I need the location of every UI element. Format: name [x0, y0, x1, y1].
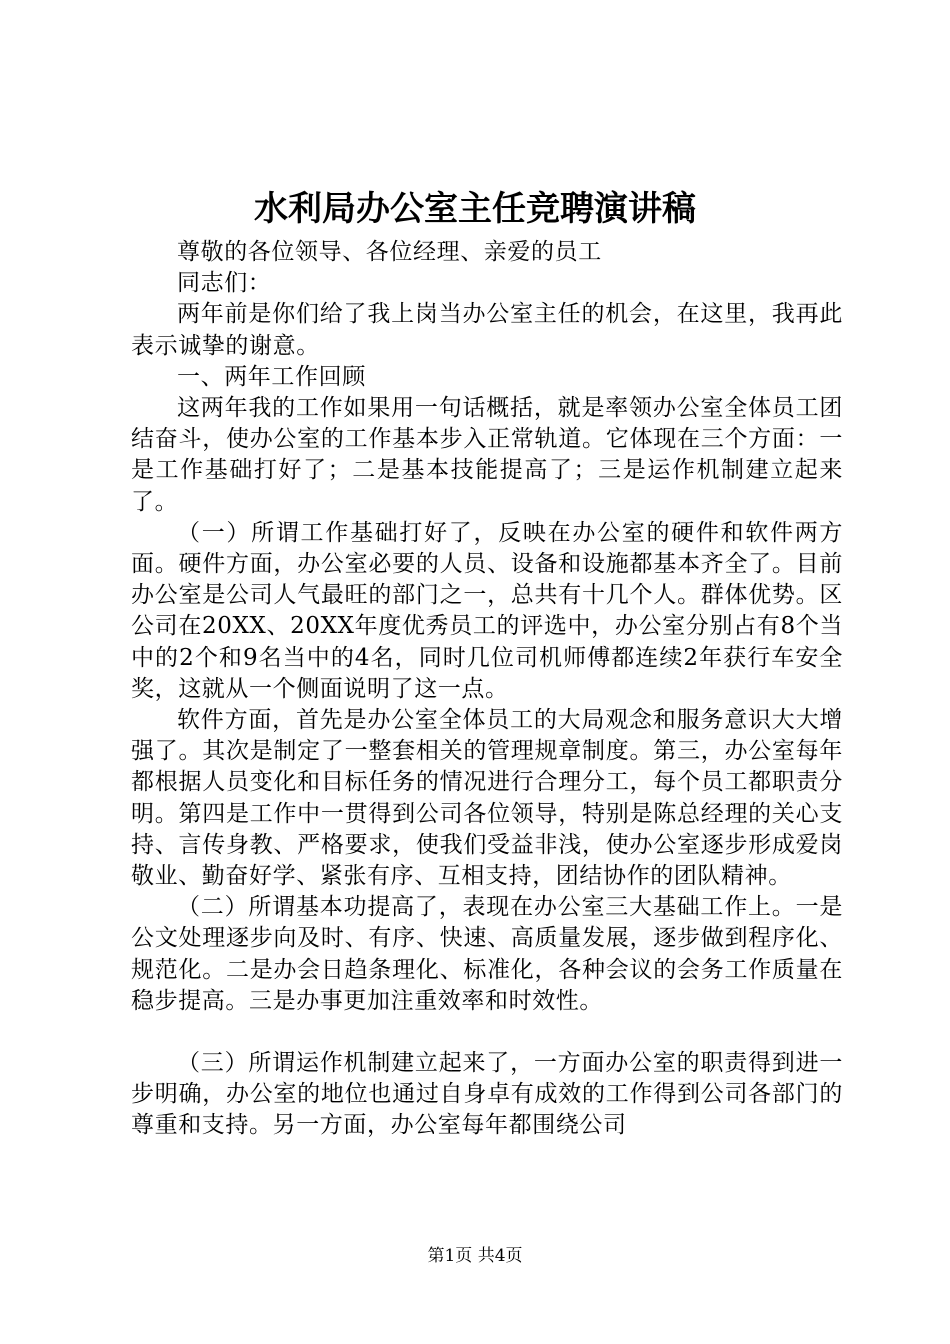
salutation-line-1: 尊敬的各位领导、各位经理、亲爱的员工	[177, 239, 602, 265]
document-body	[131, 237, 843, 1142]
paragraph-software: 软件方面，首先是办公室全体员工的大局观念和服务意识大大增强了。其次是制定了一整套相关的管理规章制度。第三，办公室每年都根据人员变化和目标任务的情况进行合理分工，每个员工都职责分明。第四是工作中一贯得到公司各位领导，特别是陈总经理的关心支持、言传身教、严格要求，使我们受益非浅，使办公室逐步形成爱岗敬业、勤奋好学、紧张有序、互相支持，团结协作的团队精神。	[131, 707, 843, 890]
section-heading-review: 一、两年工作回顾	[177, 363, 366, 390]
paragraph-thanks: 两年前是你们给了我上岗当办公室主任的机会，在这里，我再此表示诚挚的谢意。	[131, 301, 843, 359]
paragraph-foundation: （一）所谓工作基础打好了，反映在办公室的硬件和软件两方面。硬件方面，办公室必要的人员、设备和设施都基本齐全了。目前办公室是公司人气最旺的部门之一，总共有十几个人。群体优势。区公司在20XX、20XX年度优秀员工的评选中，办公室分别占有8个当中的2个和9名当中的4名，同时几位司机师傅都连续2年获行车安全奖，这就从一个侧面说明了这一点。	[131, 519, 843, 702]
salutation-line-2: 同志们：	[177, 270, 272, 297]
paragraph-summary: 这两年我的工作如果用一句话概括，就是率领办公室全体员工团结奋斗，使办公室的工作基本步入正常轨道。它体现在三个方面：一是工作基础打好了；二是基本技能提高了；三是运作机制建立起来了。	[131, 395, 843, 515]
page-footer: 第1页 共4页	[427, 1246, 523, 1266]
paragraph-basic-skills: （二）所谓基本功提高了，表现在办公室三大基础工作上。一是公文处理逐步向及时、有序、快速、高质量发展，逐步做到程序化、规范化。二是办会日趋条理化、标准化，各种会议的会务工作质量在稳步提高。三是办事更加注重效率和时效性。	[131, 894, 843, 1014]
paragraph-mechanism: （三）所谓运作机制建立起来了，一方面办公室的职责得到进一步明确，办公室的地位也通过自身卓有成效的工作得到公司各部门的尊重和支持。另一方面，办公室每年都围绕公司	[131, 1050, 843, 1139]
document-title: 水利局办公室主任竞聘演讲稿	[254, 189, 696, 229]
